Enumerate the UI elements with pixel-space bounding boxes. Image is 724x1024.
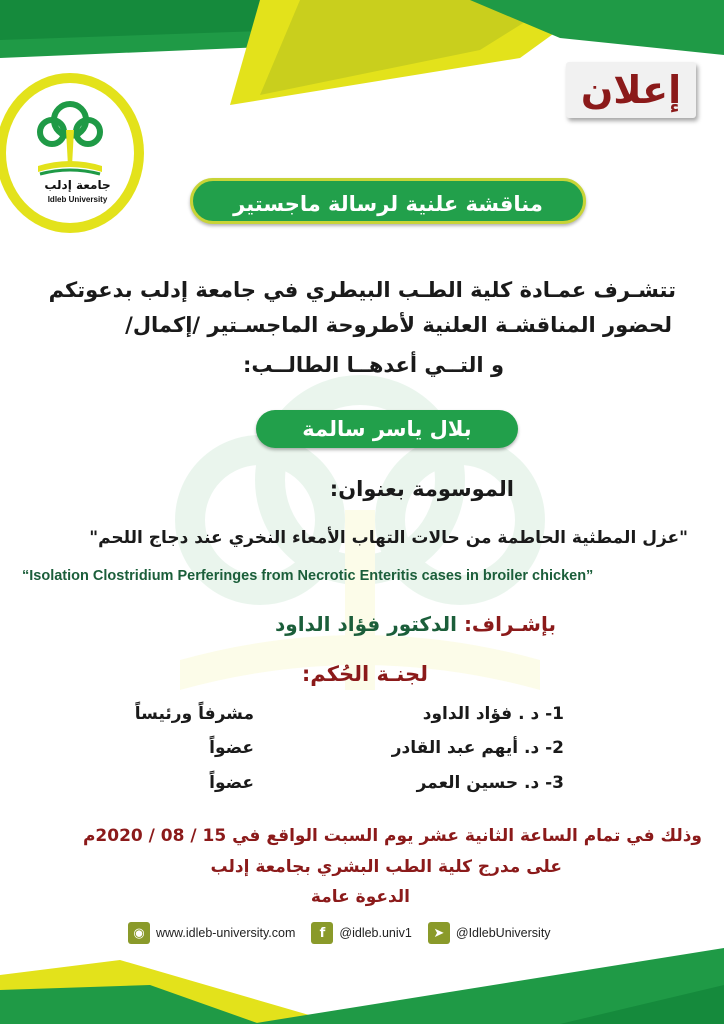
title-banner: مناقشة علنية لرسالة ماجستير	[190, 178, 586, 224]
logo-name-ar: جامعة إدلب	[44, 178, 111, 192]
committee-member-role: عضواً	[209, 773, 254, 793]
invitation-line-3: و التــي أعدهــا الطالــب:	[242, 353, 504, 377]
schedule-line-2: على مدرج كلية الطب البشري بجامعة إدلب	[210, 857, 562, 877]
committee-member-role: عضواً	[209, 738, 254, 758]
telegram-icon: ➤	[428, 922, 450, 944]
thesis-title-english: “Isolation Clostridium Perferinges from Necrotic Enteritis cases in broiler chicken”	[22, 568, 594, 584]
schedule-line-1: وذلك في تمام الساعة الثانية عشر يوم السبت الواقع في 15 / 08 / 2020م	[82, 826, 702, 846]
committee-member-role: مشرفاً ورئيساً	[134, 704, 254, 724]
invitation-line-2: لحضور المناقشـة العلنية لأطروحة الماجسـتير /إكمال/	[125, 313, 672, 337]
student-name-banner: بلال ياسر سالمة	[256, 410, 518, 448]
watermark-logo	[120, 330, 600, 850]
committee-member-name: 2- د. أيهم عبد القادر	[391, 738, 564, 758]
supervision-label: بإشـراف:	[463, 612, 556, 636]
contact-bar	[128, 920, 567, 946]
website-link[interactable]: www.idleb-university.com	[156, 926, 296, 940]
thesis-title-arabic: "عزل المطثية الحاطمة من حالات التهاب الأمعاء النخري عند دجاج اللحم"	[89, 528, 688, 548]
announcement-badge: إعلان	[566, 62, 696, 118]
supervision-line	[275, 612, 556, 636]
titled-label: الموسومة بعنوان:	[329, 477, 514, 501]
committee-member-name: 1- د . فؤاد الداود	[422, 704, 564, 724]
supervisor-name: الدكتور فؤاد الداود	[275, 612, 457, 636]
committee-member-name: 3- د. حسين العمر	[416, 773, 564, 793]
university-logo	[0, 68, 155, 238]
telegram-link[interactable]: @IdlebUniversity	[455, 926, 551, 940]
schedule-line-3: الدعوة عامة	[310, 887, 410, 907]
facebook-link[interactable]: @idleb.univ1	[339, 926, 412, 940]
globe-icon: ◉	[128, 922, 150, 944]
facebook-icon: f	[311, 922, 333, 944]
logo-name-en: Idleb University	[47, 195, 108, 204]
committee-title: لجنـة الحُكم:	[301, 662, 428, 686]
invitation-line-1: تتشـرف عمـادة كلية الطـب البيطري في جامعة إدلب بدعوتكم	[48, 278, 676, 302]
